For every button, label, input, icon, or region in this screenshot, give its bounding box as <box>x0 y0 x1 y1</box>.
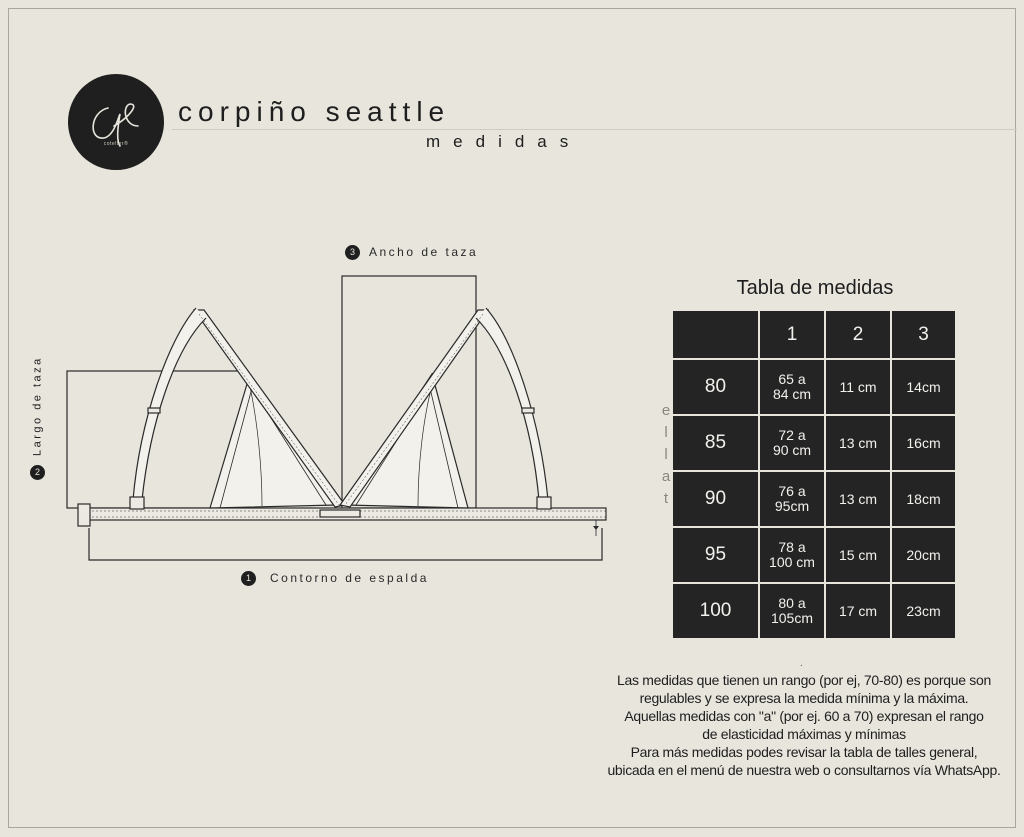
table-row <box>672 471 956 527</box>
page-subtitle: medidas <box>426 132 582 151</box>
table-row <box>672 359 956 415</box>
cup-width-cell: 16cm <box>891 415 956 471</box>
size-cell: 100 <box>672 583 759 639</box>
right-cup <box>346 374 468 508</box>
center-clasp <box>320 510 360 517</box>
band-label <box>241 571 429 586</box>
cup-height-cell: 15 cm <box>825 527 891 583</box>
cup-height-cell: 11 cm <box>825 359 891 415</box>
cup-width-cell: 14cm <box>891 359 956 415</box>
talle-letter: l <box>664 446 668 463</box>
right-strap <box>476 308 548 500</box>
label-number-1: 1 <box>241 571 256 586</box>
header-cell: 2 <box>825 310 891 359</box>
talle-letter: e <box>661 402 671 419</box>
table-row <box>672 415 956 471</box>
page-title: corpiño seattle <box>178 96 451 127</box>
label-number-3: 3 <box>345 245 360 260</box>
note-line: Aquellas medidas con "a" (por ej. 60 a 70) expresan el rango <box>624 708 984 724</box>
size-cell: 95 <box>672 527 759 583</box>
logo-wordmark: cotelter® <box>103 141 129 147</box>
range-cell: 76 a 95cm <box>759 471 825 527</box>
size-cell: 90 <box>672 471 759 527</box>
range-cell: 72 a 90 cm <box>759 415 825 471</box>
label-number-2: 2 <box>30 465 45 480</box>
size-cell: 80 <box>672 359 759 415</box>
talle-letter: l <box>664 424 668 441</box>
size-table <box>671 309 957 640</box>
range-cell: 78 a 100 cm <box>759 527 825 583</box>
size-cell: 85 <box>672 415 759 471</box>
cup-width-cell: 18cm <box>891 471 956 527</box>
left-strap <box>133 308 206 500</box>
table-row <box>672 583 956 639</box>
talle-letter: a <box>661 468 671 485</box>
cup-width-cell: 20cm <box>891 527 956 583</box>
band-guide <box>89 528 602 560</box>
cup-height-cell: 13 cm <box>825 471 891 527</box>
table-title: Tabla de medidas <box>736 277 894 299</box>
cup-height-cell: 17 cm <box>825 583 891 639</box>
cup-height-text: Largo de taza <box>31 356 44 456</box>
note-line: Para más medidas podes revisar la tabla de talles general, <box>630 744 978 760</box>
talle-letter: t <box>663 490 669 507</box>
cup-height-cell: 13 cm <box>825 415 891 471</box>
header-cell <box>672 310 759 359</box>
size-note <box>596 671 1012 779</box>
note-dot: . <box>800 658 803 669</box>
hook <box>78 504 90 526</box>
note-line: de elasticidad máximas y mínimas <box>702 726 906 742</box>
note-line: ubicada en el menú de nuestra web o consultarnos vía WhatsApp. <box>607 762 1001 778</box>
range-cell: 80 a 105cm <box>759 583 825 639</box>
range-cell: 65 a 84 cm <box>759 359 825 415</box>
table-row <box>672 527 956 583</box>
note-line: regulables y se expresa la medida mínima y la máxima. <box>639 690 969 706</box>
cup-height-label <box>30 356 45 480</box>
table-header-row <box>672 310 956 359</box>
band-text: Contorno de espalda <box>270 571 429 585</box>
note-line: Las medidas que tienen un rango (por ej, 70-80) es porque son <box>617 672 991 688</box>
cup-width-cell: 23cm <box>891 583 956 639</box>
header-cell: 1 <box>759 310 825 359</box>
left-cup <box>210 374 336 508</box>
cup-width-label <box>345 245 478 260</box>
header-cell: 3 <box>891 310 956 359</box>
cup-width-text: Ancho de taza <box>369 245 479 259</box>
